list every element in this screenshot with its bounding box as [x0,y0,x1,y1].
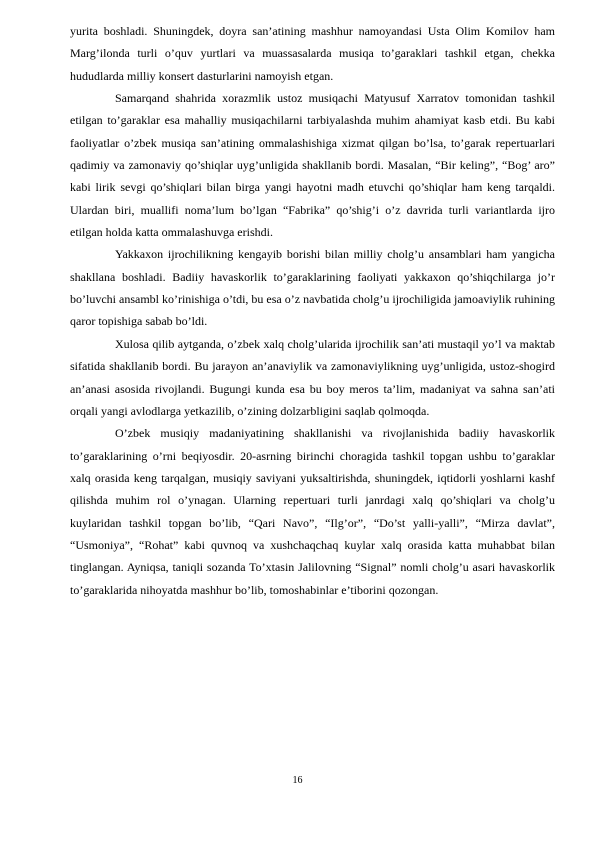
paragraph-2: Samarqand shahrida xorazmlik ustoz musiqachi Matyusuf Xarratov tomonidan tashkil etilgan to’garaklar esa mahalliy musiqachilarni tarbiyalashda muhim ahamiyat kasb etdi. Bu kabi faoliyatlar o’zbek musiqa san’atining ommalashishiga xizmat qilgan bo’lsa, to’garak repertuarlari qadimiy va zamonaviy qo’shiqlar uyg’unligida shakllanib bordi. Masalan, “Bir keling”, “Bog’ aro” kabi lirik sevgi qo’shiqlari bilan birga yangi hayotni madh etuvchi qo’shiqlar ham keng tarqaldi. Ulardan biri, muallifi noma’lum bo’lgan “Fabrika” qo’shig’i o’z davrida turli variantlarda ijro etilgan holda katta ommalashuvga erishdi. [70,91,555,240]
page-number: 16 [292,775,303,786]
paragraph-3: Yakkaxon ijrochilikning kengayib borishi bilan milliy cholg’u ansamblari ham yangicha shakllana boshladi. Badiiy havaskorlik to’garaklarining faoliyati yakkaxon qo’shiqchilarga jo’r bo’luvchi ansambl ko’rinishiga o’tdi, bu esa o’z navbatida cholg’u ijrochiligida jamoaviylik ruhining qaror topishiga sabab bo’ldi. [70,247,556,329]
document-page [70,20,555,601]
paragraph-5: O’zbek musiqiy madaniyatining shakllanishi va rivojlanishida badiiy havaskorlik to’garaklarining o’rni beqiyosdir. 20-asrning birinchi choragida tashkil topgan ushbu to’garaklar xalq orasida keng tarqalgan, musiqiy saviyani yuksaltirishda, shuningdek, iqtidorli yoshlarni kashf qilishda muhim rol o’ynagan. Ularning repertuari turli janrdagi xalq qo’shiqlari va cholg’u kuylaridan tashkil topgan bo’lib, “Qari Navo”, “Ilg’or”, “Do’st yalli-yalli”, “Mirza davlat”, “Usmoniya”, “Rohat” kabi quvnoq va xushchaqchaq kuylar xalq orasida katta muhabbat bilan tinglangan. Ayniqsa, taniqli sozanda To’xtasin Jalilovning “Signal” nomli cholg’u asari havaskorlik to’garaklarida nihoyatda mashhur bo’lib, tomoshabinlar e’tiborini qozongan. [70,426,555,597]
paragraph-1: yurita boshladi. Shuningdek, doyra san’atining mashhur namoyandasi Usta Olim Komilov ham Marg’ilonda turli o’quv yurtlari va muassasalarda musiqa to’garaklari tashkil etgan, chekka hududlarda milliy konsert dasturlarini namoyish etgan. [70,24,555,83]
paragraph-4: Xulosa qilib aytganda, o’zbek xalq cholg’ularida ijrochilik san’ati mustaqil yo’l va maktab sifatida shakllanib bordi. Bu jarayon an’anaviylik va zamonaviylikning uyg’unligida, ustoz-shogird an’anasi asosida rivojlandi. Bugungi kunda esa bu boy meros ta’lim, madaniyat va sahna san’ati orqali yangi avlodlarga yetkazilib, o’zining dolzarbligini saqlab qolmoqda. [70,336,555,418]
